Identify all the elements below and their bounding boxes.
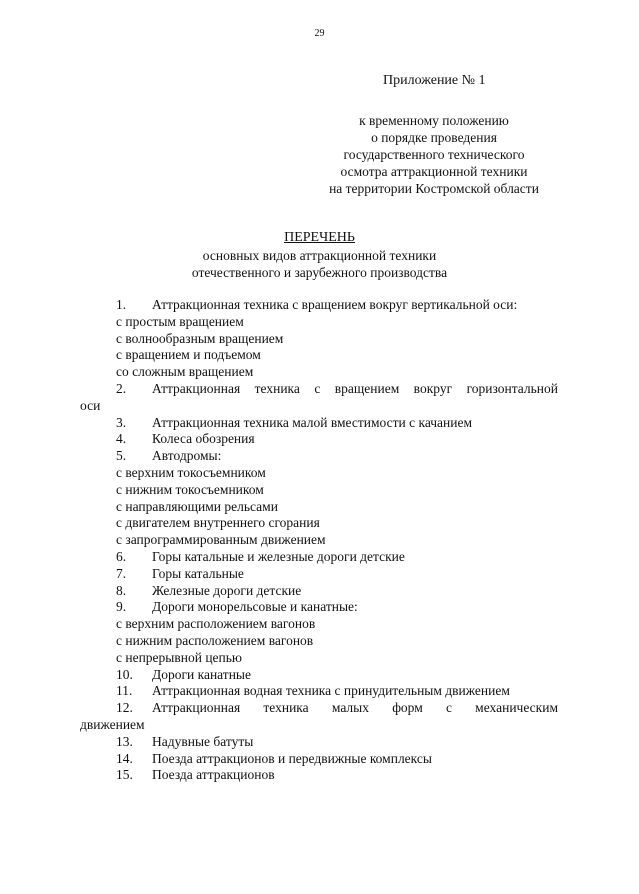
- list-subitem: [80, 331, 558, 348]
- list-item-text: с нижним расположением вагонов: [116, 632, 314, 648]
- list-item: [80, 381, 558, 398]
- list-item-text: с непрерывной цепью: [116, 649, 243, 665]
- list-item-continuation: [80, 398, 558, 415]
- list-item-text: оси: [80, 397, 101, 413]
- document-subtitle-line: отечественного и зарубежного производства: [191, 265, 448, 280]
- list-item: [80, 751, 558, 768]
- list-item: [80, 431, 558, 448]
- list-item: [80, 549, 558, 566]
- list-subitem: [80, 482, 558, 499]
- list-item: [80, 700, 558, 717]
- appendix-title: Приложение № 1: [383, 73, 486, 88]
- list-item-text: Поезда аттракционов: [152, 767, 275, 783]
- list-item-number: 8.: [116, 582, 127, 598]
- list-item-text: Горы катальные: [152, 565, 244, 581]
- appendix-subtitle-line: к временному положению: [359, 113, 509, 128]
- list-item-number: 10.: [116, 666, 133, 682]
- list-item-text: с верхним расположением вагонов: [116, 616, 316, 632]
- list-item-text: Колеса обозрения: [152, 431, 255, 447]
- list-item-number: 5.: [116, 448, 127, 464]
- list-subitem: [80, 633, 558, 650]
- list-item-text: Аттракционная водная техника с принудительным движением: [152, 683, 510, 699]
- list-item-text: Аттракционная техника с вращением вокруг горизонтальной: [152, 380, 558, 396]
- list-subitem: [80, 515, 558, 532]
- list-item: [80, 683, 558, 700]
- list-item: [80, 566, 558, 583]
- list-item-text: Аттракционная техника малых форм с механическим: [152, 700, 558, 716]
- appendix-subtitle-line: о порядке проведения: [371, 130, 497, 145]
- list-subitem: [80, 465, 558, 482]
- list-subitem: [80, 616, 558, 633]
- appendix-subtitle: [320, 112, 548, 197]
- list-item-text: Дороги монорельсовые и канатные:: [152, 599, 358, 615]
- list-item-number: 4.: [116, 431, 127, 447]
- list-item-number: 13.: [116, 733, 133, 749]
- list-item-text: с запрограммированным движением: [116, 532, 326, 548]
- list-item-text: с двигателем внутреннего сгорания: [116, 515, 320, 531]
- document-subtitle: [0, 247, 639, 281]
- list-item-text: со сложным вращением: [116, 364, 254, 380]
- list-item-text: Надувные батуты: [152, 733, 254, 749]
- list-item: [80, 767, 558, 784]
- list-item-text: с верхним токосъемником: [116, 464, 266, 480]
- appendix-subtitle-line: на территории Костромской области: [329, 181, 539, 196]
- list-item-text: с вращением и подъемом: [116, 347, 261, 363]
- list-item-text: движением: [80, 716, 145, 732]
- list-item-continuation: [80, 717, 558, 734]
- list-item-text: Аттракционная техника с вращением вокруг вертикальной оси:: [152, 297, 518, 312]
- list-item-text: Автодромы:: [152, 448, 222, 464]
- list-item-number: 2.: [116, 380, 127, 396]
- list-item-number: 3.: [116, 414, 127, 430]
- list-item-text: с волнообразным вращением: [116, 330, 284, 346]
- page-number: 29: [314, 28, 325, 39]
- list-item-number: 12.: [116, 700, 133, 716]
- list-item-number: 6.: [116, 548, 127, 564]
- list-item-number: 9.: [116, 599, 127, 615]
- list-subitem: [80, 499, 558, 516]
- list-item-number: 11.: [116, 683, 133, 699]
- list-item-number: 14.: [116, 750, 133, 766]
- list-item-text: Железные дороги детские: [152, 582, 302, 598]
- list-item: [80, 667, 558, 684]
- list-subitem: [80, 347, 558, 364]
- equipment-list: [80, 297, 558, 784]
- list-item: [80, 297, 558, 314]
- list-item-number: 15.: [116, 767, 133, 783]
- appendix-subtitle-line: осмотра аттракционной техники: [340, 164, 528, 179]
- list-item: [80, 599, 558, 616]
- list-item-text: Дороги канатные: [152, 666, 251, 682]
- document-subtitle-line: основных видов аттракционной техники: [202, 248, 437, 263]
- list-item: [80, 415, 558, 432]
- list-item-text: Аттракционная техника малой вместимости с качанием: [152, 414, 473, 430]
- list-item-text: с нижним токосъемником: [116, 481, 264, 497]
- list-item-number: 1.: [116, 297, 127, 312]
- list-item-number: 7.: [116, 565, 127, 581]
- list-item-text: с простым вращением: [116, 313, 244, 329]
- document-title: ПЕРЕЧЕНЬ: [284, 230, 355, 245]
- list-subitem: [80, 364, 558, 381]
- list-item-text: Поезда аттракционов и передвижные комплексы: [152, 750, 432, 766]
- list-subitem: [80, 650, 558, 667]
- list-item: [80, 583, 558, 600]
- list-item-text: с направляющими рельсами: [116, 498, 278, 514]
- list-subitem: [80, 314, 558, 331]
- appendix-subtitle-line: государственного технического: [343, 147, 525, 162]
- list-subitem: [80, 532, 558, 549]
- list-item: [80, 448, 558, 465]
- list-item: [80, 734, 558, 751]
- list-item-text: Горы катальные и железные дороги детские: [152, 548, 405, 564]
